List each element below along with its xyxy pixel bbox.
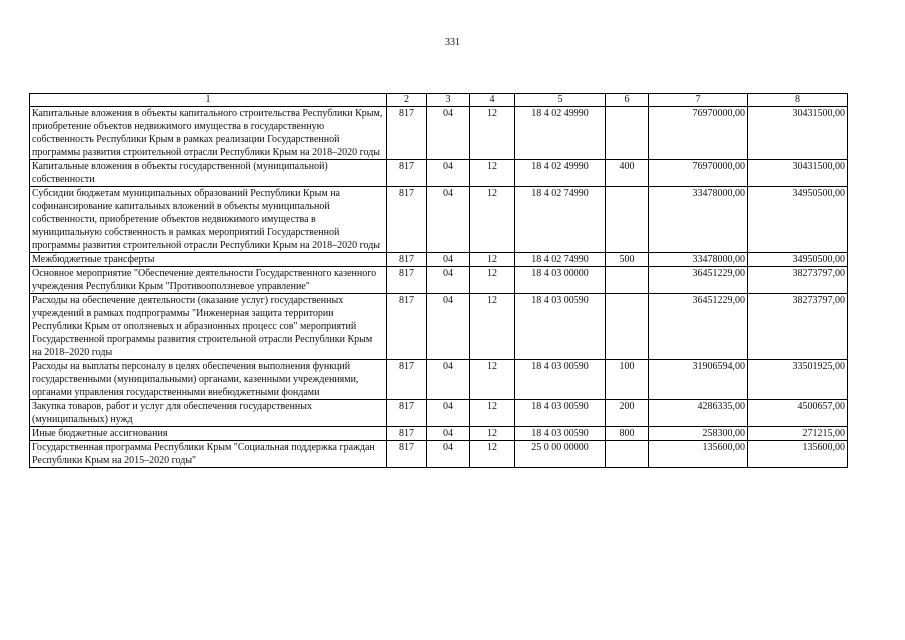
grbs-code: 817 [387, 267, 427, 294]
amount-year-2: 38273797,00 [748, 294, 848, 360]
item-name: Капитальные вложения в объекты государственной (муниципальной) собственности [30, 160, 387, 187]
section-code: 04 [427, 400, 470, 427]
item-name: Межбюджетные трансферты [30, 253, 387, 267]
amount-year-1: 33478000,00 [649, 187, 748, 253]
table-row [30, 441, 848, 468]
item-name: Расходы на выплаты персоналу в целях обеспечения выполнения функций государственными (муниципальными) органами, казенными учреждениями, органами управления государственными внебюджетными фондами [30, 360, 387, 400]
section-code: 04 [427, 107, 470, 160]
expense-type [606, 441, 649, 468]
table-row [30, 187, 848, 253]
header-cell: 1 [30, 94, 387, 107]
amount-year-1: 135600,00 [649, 441, 748, 468]
subsection-code: 12 [470, 294, 515, 360]
amount-year-1: 33478000,00 [649, 253, 748, 267]
amount-year-1: 31906594,00 [649, 360, 748, 400]
amount-year-2: 34950500,00 [748, 253, 848, 267]
expense-type: 500 [606, 253, 649, 267]
expense-type [606, 267, 649, 294]
subsection-code: 12 [470, 160, 515, 187]
section-code: 04 [427, 267, 470, 294]
page-number: 331 [445, 37, 460, 48]
expense-type: 100 [606, 360, 649, 400]
target-article: 18 4 03 00590 [515, 400, 606, 427]
amount-year-2: 30431500,00 [748, 160, 848, 187]
header-row [30, 94, 848, 107]
grbs-code: 817 [387, 427, 427, 441]
item-name: Государственная программа Республики Крым "Социальная поддержка граждан Республики Крым на 2015–2020 годы" [30, 441, 387, 468]
amount-year-2: 271215,00 [748, 427, 848, 441]
table-row [30, 160, 848, 187]
amount-year-2: 38273797,00 [748, 267, 848, 294]
amount-year-2: 33501925,00 [748, 360, 848, 400]
amount-year-1: 36451229,00 [649, 267, 748, 294]
item-name: Расходы на обеспечение деятельности (оказание услуг) государственных учреждений в рамках подпрограммы "Инженерная защита территории Республики Крым от оползневых и абразионных процесс сов" мероприятий Государственной программы развития строительной отрасли Республики Крым на 2018–2020 годы [30, 294, 387, 360]
target-article: 18 4 03 00590 [515, 427, 606, 441]
section-code: 04 [427, 294, 470, 360]
amount-year-2: 34950500,00 [748, 187, 848, 253]
grbs-code: 817 [387, 294, 427, 360]
expense-type [606, 107, 649, 160]
subsection-code: 12 [470, 267, 515, 294]
amount-year-1: 258300,00 [649, 427, 748, 441]
subsection-code: 12 [470, 441, 515, 468]
header-cell: 4 [470, 94, 515, 107]
amount-year-2: 4500657,00 [748, 400, 848, 427]
grbs-code: 817 [387, 187, 427, 253]
amount-year-1: 76970000,00 [649, 107, 748, 160]
amount-year-2: 135600,00 [748, 441, 848, 468]
table-row [30, 427, 848, 441]
subsection-code: 12 [470, 187, 515, 253]
subsection-code: 12 [470, 107, 515, 160]
table-row [30, 360, 848, 400]
grbs-code: 817 [387, 360, 427, 400]
table-row [30, 107, 848, 160]
amount-year-1: 76970000,00 [649, 160, 748, 187]
amount-year-1: 4286335,00 [649, 400, 748, 427]
section-code: 04 [427, 427, 470, 441]
header-cell: 2 [387, 94, 427, 107]
target-article: 18 4 03 00590 [515, 294, 606, 360]
grbs-code: 817 [387, 160, 427, 187]
header-cell: 6 [606, 94, 649, 107]
expense-type: 800 [606, 427, 649, 441]
expense-type: 400 [606, 160, 649, 187]
grbs-code: 817 [387, 400, 427, 427]
item-name: Субсидии бюджетам муниципальных образований Республики Крым на софинансирование капитальных вложений в объекты муниципальной собственности, приобретение объектов недвижимого имущества в муниципальную собственность в рамках мероприятий Государственной программы развития строительной отрасли Республики Крым на 2018–2020 годы [30, 187, 387, 253]
header-cell: 5 [515, 94, 606, 107]
header-cell: 7 [649, 94, 748, 107]
subsection-code: 12 [470, 427, 515, 441]
budget-table [29, 93, 848, 468]
target-article: 18 4 03 00590 [515, 360, 606, 400]
grbs-code: 817 [387, 441, 427, 468]
target-article: 18 4 03 00000 [515, 267, 606, 294]
table-row [30, 253, 848, 267]
target-article: 18 4 02 74990 [515, 187, 606, 253]
subsection-code: 12 [470, 360, 515, 400]
header-cell: 8 [748, 94, 848, 107]
item-name: Закупка товаров, работ и услуг для обеспечения государственных (муниципальных) нужд [30, 400, 387, 427]
item-name: Основное мероприятие "Обеспечение деятельности Государственного казенного учреждения Республики Крым "Противооползневое управление" [30, 267, 387, 294]
expense-type [606, 187, 649, 253]
target-article: 18 4 02 49990 [515, 107, 606, 160]
table-row [30, 267, 848, 294]
section-code: 04 [427, 441, 470, 468]
section-code: 04 [427, 360, 470, 400]
grbs-code: 817 [387, 253, 427, 267]
item-name: Иные бюджетные ассигнования [30, 427, 387, 441]
subsection-code: 12 [470, 400, 515, 427]
target-article: 25 0 00 00000 [515, 441, 606, 468]
expense-type: 200 [606, 400, 649, 427]
amount-year-2: 30431500,00 [748, 107, 848, 160]
section-code: 04 [427, 160, 470, 187]
target-article: 18 4 02 74990 [515, 253, 606, 267]
item-name: Капитальные вложения в объекты капитального строительства Республики Крым, приобретение объектов недвижимого имущества в государственную собственность Республики Крым в рамках реализации Государственной программы развития строительной отрасли Республики Крым на 2018–2020 годы [30, 107, 387, 160]
table-row [30, 400, 848, 427]
grbs-code: 817 [387, 107, 427, 160]
target-article: 18 4 02 49990 [515, 160, 606, 187]
expense-type [606, 294, 649, 360]
table-row [30, 294, 848, 360]
amount-year-1: 36451229,00 [649, 294, 748, 360]
subsection-code: 12 [470, 253, 515, 267]
section-code: 04 [427, 187, 470, 253]
section-code: 04 [427, 253, 470, 267]
header-cell: 3 [427, 94, 470, 107]
